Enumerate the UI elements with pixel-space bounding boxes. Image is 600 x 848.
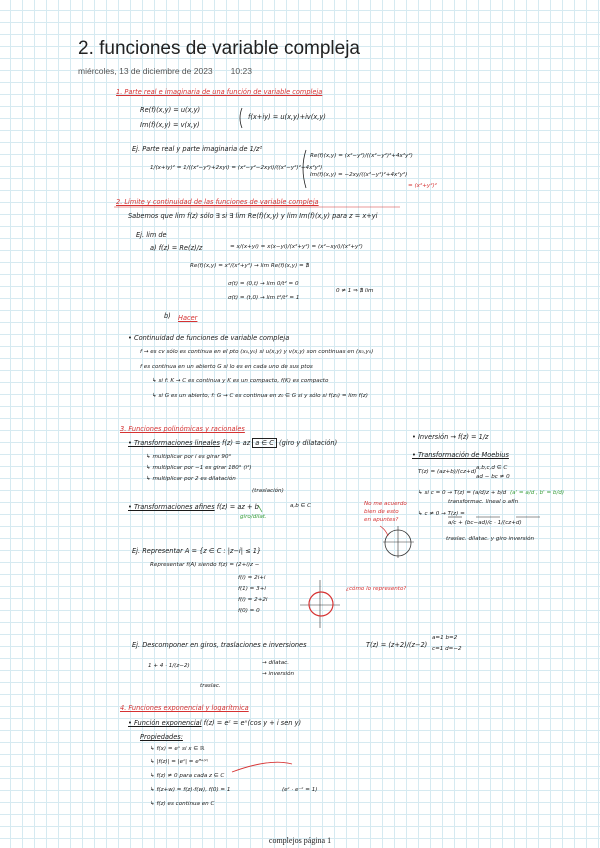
page-footer: complejos página 1 bbox=[268, 836, 332, 845]
s3-af-giro: giro/dilat. bbox=[240, 514, 267, 520]
s3-mob-label: • Transformación de Moebius bbox=[412, 451, 509, 459]
s3-rep-sub: Representar f(A) siendo f(z) = (2+i)z − bbox=[150, 562, 260, 568]
s3-mob-cn0-expr: a/c + (bc−ad)/c · 1/(cz+d) bbox=[448, 520, 522, 526]
s4-heading: 4. Funciones exponencial y logarítmica bbox=[120, 704, 249, 712]
s3-mob-formula: T(z) = (az+b)/(cz+d) bbox=[418, 469, 477, 475]
s4-exp-line bbox=[128, 719, 301, 727]
s3-lin-3: ↳ multiplicar por 2 es dilatación bbox=[146, 476, 236, 482]
s3-mob-cond1: a,b,c,d ∈ C bbox=[476, 465, 508, 471]
s3-af-note: (traslación) bbox=[252, 488, 284, 494]
s3-desc-params1: a=1 b=2 bbox=[432, 635, 458, 641]
s3-red-note2: bien de esto bbox=[364, 509, 399, 515]
s4-props: Propiedades: bbox=[140, 733, 183, 741]
s2-cont-heading: • Continuidad de funciones de variable compleja bbox=[128, 334, 290, 342]
s4-exp-label: • Función exponencial bbox=[128, 719, 202, 727]
s2-ej: Ej. lim de bbox=[136, 231, 167, 239]
s3-lin-box: a ∈ C bbox=[252, 438, 277, 448]
s2-a-label: a) f(z) = Re(z)/z bbox=[150, 244, 203, 252]
s2-cont-line3: ↳ si f: K → C es continua y K es un compacto, f(K) es compacto bbox=[152, 378, 329, 384]
s1-example-calc: 1/(x+iy)² = 1/((x²−y²)+2xyi) = (x²−y²−2xyi)/((x²−y²)²+4x²y²) bbox=[150, 165, 323, 171]
s3-lin-label-text: • Transformaciones lineales bbox=[128, 439, 220, 447]
page-title: 2. funciones de variable compleja bbox=[78, 38, 361, 59]
s1-denominator-note: = (x²+y²)² bbox=[408, 183, 437, 189]
s2-b-label: b) bbox=[164, 312, 171, 320]
s2-cont-line1: f → es cv sólo es continua en el pto (x₀,y₀) si u(x,y) y v(x,y) son continuas en (x₀,y₀) bbox=[140, 349, 374, 355]
s3-f0-2: f(1) = 3+i bbox=[238, 586, 266, 592]
s3-mob-cn0: ↳ c ≠ 0 → T(z) = bbox=[418, 511, 465, 517]
s1-line2: Im(f)(x,y) = v(x,y) bbox=[140, 121, 200, 129]
s1-line1: Re(f)(x,y) = u(x,y) bbox=[140, 106, 201, 114]
s3-af-params: a,b ∈ C bbox=[290, 503, 312, 509]
s4-p2: ↳ |f(z)| = |eᶻ| = eᴿᵉ⁽ᶻ⁾ bbox=[150, 759, 209, 765]
s3-desc-dil: → dilatac. bbox=[262, 660, 290, 666]
s2-b-value: Hacer bbox=[178, 314, 198, 322]
s3-desc-title: Ej. Descomponer en giros, traslaciones e inversiones bbox=[132, 641, 307, 649]
s3-lin-2: ↳ multiplicar por −1 es girar 180° (i²) bbox=[146, 465, 252, 471]
s2-cont-line2: f es continua en un abierto G si lo es en cada uno de sus ptos bbox=[140, 364, 313, 370]
s3-af-label bbox=[128, 503, 259, 511]
s4-p4: ↳ f(z+w) = f(z)·f(w), f(0) = 1 bbox=[150, 787, 231, 793]
s3-mob-c0-green: (a' = a/d , b' = b/d) bbox=[510, 490, 565, 496]
s4-p3: ↳ f(z) ≠ 0 para cada z ∈ C bbox=[150, 773, 225, 779]
s3-lin-note: (giro y dilatación) bbox=[279, 439, 338, 447]
s3-af-label-text: • Transformaciones afines bbox=[128, 503, 215, 511]
s3-circle-note: ¿cómo lo represento? bbox=[346, 586, 407, 592]
page-time: 10:23 bbox=[230, 66, 252, 76]
s2-path1: σ(t) = (0,t) → lim 0/t² = 0 bbox=[228, 281, 299, 287]
s3-red-note1: No me acuerdo bbox=[364, 501, 407, 507]
s3-mob-labels: traslac. dilatac. y giro inversión bbox=[446, 536, 535, 542]
page-meta bbox=[78, 66, 252, 76]
s4-p4b: (eᶻ · e⁻ᶻ = 1) bbox=[282, 787, 318, 793]
s2-re-line: Re(f)(x,y) = x²/(x²+y²) → lim Re(f)(x,y) = ∄ bbox=[190, 263, 310, 269]
s3-af-formula: f(z) = az + b bbox=[216, 503, 259, 511]
page-date: miércoles, 13 de diciembre de 2023 bbox=[78, 66, 213, 76]
s3-lin-1: ↳ multiplicar por i es girar 90° bbox=[146, 454, 232, 460]
s2-path2: σ(t) = (t,0) → lim t²/t² = 1 bbox=[228, 295, 300, 301]
s3-lin-formula: f(z) = az bbox=[222, 439, 251, 447]
s1-brace-eq: f(x+iy) = u(x,y)+iv(x,y) bbox=[248, 113, 326, 121]
s3-rep-title: Ej. Representar A = {z ∈ C : |z−i| ≤ 1} bbox=[132, 547, 262, 555]
s3-inv-label: • Inversión → f(z) = 1/z bbox=[412, 433, 489, 441]
s3-desc-expr: 1 + 4 · 1/(z−2) bbox=[148, 663, 190, 669]
s4-p5: ↳ f(z) es continua en C bbox=[150, 801, 215, 807]
s1-heading: 1. Parte real e imaginaria de una función de variable compleja bbox=[116, 88, 323, 96]
s1-example-title: Ej. Parte real y parte imaginaria de 1/z² bbox=[132, 145, 263, 153]
s4-exp-formula: f(z) = eᶻ = eˣ(cos y + i sen y) bbox=[203, 719, 302, 727]
s4-p1: ↳ f(x) = eˣ si x ∈ ℝ bbox=[150, 746, 205, 752]
s3-f0-4: f(0) = 0 bbox=[238, 608, 260, 614]
s3-f0-1: f(i) = 2i+i bbox=[238, 575, 266, 581]
s3-heading: 3. Funciones polinómicas y racionales bbox=[120, 425, 245, 433]
s1-re-result: Re(f)(x,y) = (x²−y²)/((x²−y²)²+4x²y²) bbox=[310, 153, 413, 159]
s3-desc-params2: c=1 d=−2 bbox=[432, 646, 462, 652]
s3-red-note3: en apuntes? bbox=[364, 517, 399, 523]
s3-desc-inv: → inversión bbox=[262, 671, 295, 677]
s3-f0-3: f(i) = 2+2i bbox=[238, 597, 268, 603]
s2-heading: 2. Límite y continuidad de las funciones de variable compleja bbox=[116, 198, 319, 206]
s1-im-result: Im(f)(x,y) = −2xy/((x²−y²)²+4x²y²) bbox=[310, 172, 408, 178]
s3-lin-label bbox=[128, 439, 337, 447]
s3-mob-cond2: ad − bc ≠ 0 bbox=[476, 474, 510, 480]
s3-desc-tras: traslac. bbox=[200, 683, 221, 689]
s2-path-conclusion: 0 ≠ 1 ⇒ ∄ lim bbox=[336, 288, 374, 294]
s3-mob-c0-note: transformac. lineal o afín bbox=[448, 499, 519, 505]
s2-intro: Sabemos que lim f(z) sólo ∃ si ∃ lim Re(f)(x,y) y lim Im(f)(x,y) para z = x+yi bbox=[128, 212, 378, 220]
s3-desc-T: T(z) = (z+2)/(z−2) bbox=[366, 641, 428, 649]
s2-a-calc: = x/(x+yi) = x(x−yi)/(x²+y²) = (x²−xyi)/(x²+y²) bbox=[230, 244, 363, 250]
s2-cont-line4: ↳ si G es un abierto, f: G → C es continua en z₀ ∈ G si y sólo si f(z₀) = lim f(z) bbox=[152, 393, 368, 399]
s3-mob-c0: ↳ si c = 0 → T(z) = (a/d)z + b/d bbox=[418, 490, 507, 496]
